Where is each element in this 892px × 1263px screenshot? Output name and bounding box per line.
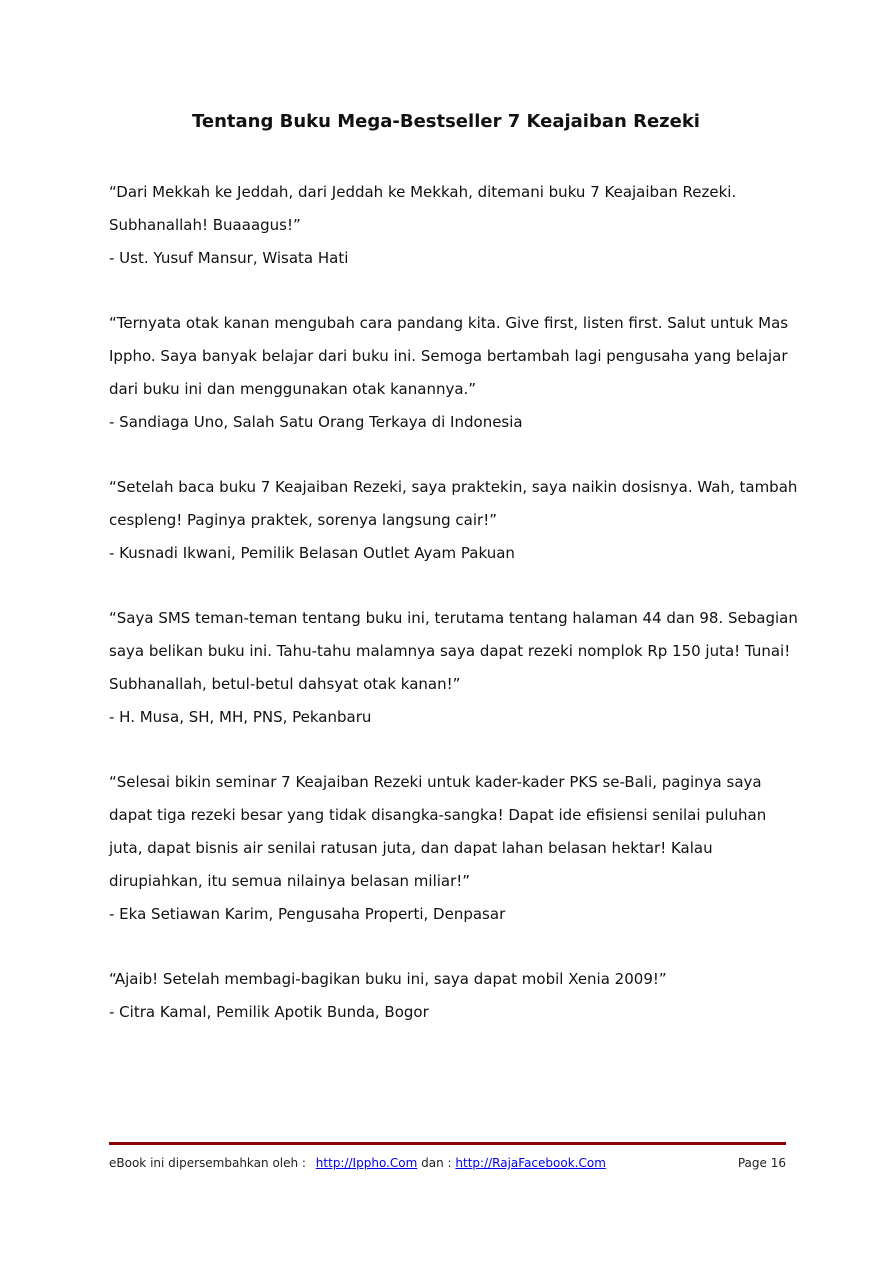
testimonial-author: - H. Musa, SH, MH, PNS, Pekanbaru xyxy=(109,708,372,726)
footer-connector: dan : xyxy=(421,1156,452,1170)
testimonial-item xyxy=(109,176,799,275)
testimonial-item xyxy=(109,766,799,931)
page-title: Tentang Buku Mega-Bestseller 7 Keajaiban Rezeki xyxy=(192,111,700,132)
rajafacebook-link[interactable]: http://RajaFacebook.Com xyxy=(455,1156,606,1170)
ippho-link[interactable]: http://Ippho.Com xyxy=(315,1156,418,1170)
testimonial-quote: “Ajaib! Setelah membagi-bagikan buku ini, saya dapat mobil Xenia 2009!” xyxy=(109,970,667,988)
testimonial-item xyxy=(109,307,799,439)
testimonial-author: - Eka Setiawan Karim, Pengusaha Properti, Denpasar xyxy=(109,905,506,923)
testimonial-quote: “Setelah baca buku 7 Keajaiban Rezeki, saya praktekin, saya naikin dosisnya. Wah, tambah cespleng! Paginya praktek, sorenya langsung cair!” xyxy=(109,478,798,529)
testimonial-item xyxy=(109,602,799,734)
testimonial-author: - Ust. Yusuf Mansur, Wisata Hati xyxy=(109,249,349,267)
testimonial-item xyxy=(109,471,799,570)
testimonial-author: - Citra Kamal, Pemilik Apotik Bunda, Bogor xyxy=(109,1003,429,1021)
testimonial-quote: “Selesai bikin seminar 7 Keajaiban Rezeki untuk kader-kader PKS se-Bali, paginya saya dapat tiga rezeki besar yang tidak disangka-sangka! Dapat ide efisiensi senilai puluhan juta, dapat bisnis air senilai ratusan juta, dan dapat lahan belasan hektar! Kalau dirupiahkan, itu semua nilainya belasan miliar!” xyxy=(109,773,767,890)
testimonial-author: - Kusnadi Ikwani, Pemilik Belasan Outlet Ayam Pakuan xyxy=(109,544,515,562)
page-number: Page 16 xyxy=(737,1156,786,1170)
testimonial-quote: “Saya SMS teman-teman tentang buku ini, terutama tentang halaman 44 dan 98. Sebagian saya belikan buku ini. Tahu-tahu malamnya saya dapat rezeki nomplok Rp 150 juta! Tunai! Subhanallah, betul-betul dahsyat otak kanan!” xyxy=(109,609,798,693)
testimonial-quote: “Ternyata otak kanan mengubah cara pandang kita. Give first, listen first. Salut untuk Mas Ippho. Saya banyak belajar dari buku ini. Semoga bertambah lagi pengusaha yang belajar dari buku ini dan menggunakan otak kanannya.” xyxy=(109,314,789,398)
footer-prefix: eBook ini dipersembahkan oleh : xyxy=(109,1156,306,1170)
footer-divider xyxy=(109,1142,786,1145)
testimonial-author: - Sandiaga Uno, Salah Satu Orang Terkaya di Indonesia xyxy=(109,413,523,431)
page-footer xyxy=(109,1154,786,1172)
testimonial-quote: “Dari Mekkah ke Jeddah, dari Jeddah ke Mekkah, ditemani buku 7 Keajaiban Rezeki. Subhanallah! Buaaagus!” xyxy=(109,183,737,234)
testimonial-item xyxy=(109,963,799,1029)
testimonials-list xyxy=(109,176,799,1061)
